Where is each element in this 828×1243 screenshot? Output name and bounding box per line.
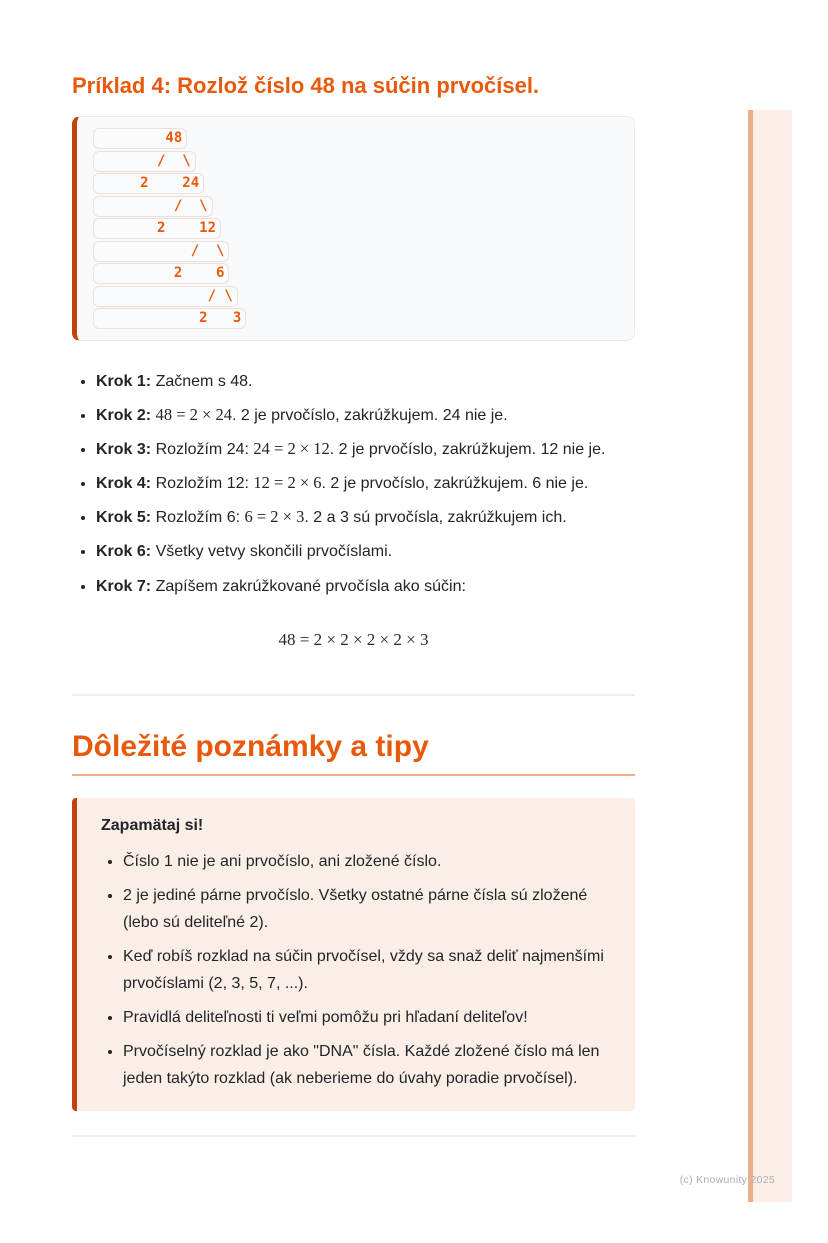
tree-row	[93, 285, 618, 308]
step-item	[96, 439, 635, 459]
step-item	[96, 576, 635, 596]
step-math: 24 = 2 × 12	[253, 438, 330, 458]
steps-list	[72, 371, 635, 596]
callout-title: Zapamätaj si!	[101, 816, 204, 834]
example-title: Príklad 4: Rozlož číslo 48 na súčin prvočísel.	[72, 73, 540, 98]
tip-item: • Prvočíselný rozklad je ako "DNA" čísla. Každé zložené číslo má len jeden takýto rozklad (ak neberieme do úvahy poradie prvočísel).	[123, 1038, 611, 1092]
tree-row	[93, 262, 618, 285]
tree-line: 2 24	[93, 173, 204, 194]
tree-line: / \	[93, 151, 196, 172]
step-text: Rozložím 12:	[151, 475, 254, 493]
tip-item: • Keď robíš rozklad na súčin prvočísel, vždy sa snaž deliť najmenšími prvočíslami (2, 3, 5, 7, ...).	[123, 943, 611, 997]
step-math: 6 = 2 × 3	[244, 507, 305, 527]
step-label: Krok 5:	[96, 509, 152, 527]
step-item	[96, 473, 635, 493]
tree-row	[93, 195, 618, 218]
remember-callout	[72, 798, 635, 1111]
step-math: 48 = 2 × 24	[155, 404, 232, 424]
tip-item: • Pravidlá deliteľnosti ti veľmi pomôžu pri hľadaní deliteľov!	[123, 1004, 611, 1031]
step-item	[96, 405, 635, 425]
step-label: Krok 6:	[96, 543, 152, 561]
tree-row	[93, 240, 618, 263]
step-item	[96, 541, 635, 561]
tree-line: 2 3	[93, 308, 246, 329]
tree-row	[93, 172, 618, 195]
step-text: . 2 a 3 sú prvočísla, zakrúžkujem ich.	[304, 509, 567, 527]
tree-line: / \	[93, 286, 238, 307]
tree-row	[93, 127, 618, 150]
step-text: Rozložím 6:	[151, 509, 245, 527]
step-text: Zapíšem zakrúžkované prvočísla ako súčin:	[151, 577, 466, 595]
tree-line: / \	[93, 241, 229, 262]
result-formula: 48 = 2 × 2 × 2 × 2 × 3	[278, 629, 429, 649]
step-item	[96, 507, 635, 527]
step-text: Začnem s 48.	[151, 372, 253, 390]
step-text: Rozložím 24:	[151, 440, 254, 458]
step-text: . 2 je prvočíslo, zakrúžkujem. 24 nie je.	[231, 406, 508, 424]
step-label: Krok 1:	[96, 372, 152, 390]
step-text: Všetky vetvy skončili prvočíslami.	[151, 543, 393, 561]
step-label: Krok 2:	[96, 406, 152, 424]
copyright-text: (c) Knowunity 2025	[679, 1174, 775, 1186]
tree-line: 2 12	[93, 218, 221, 239]
step-text: . 2 je prvočíslo, zakrúžkujem. 12 nie je.	[329, 440, 606, 458]
tree-row	[93, 150, 618, 173]
factor-tree-block	[72, 116, 635, 341]
step-label: Krok 3:	[96, 440, 152, 458]
tips-list	[101, 848, 611, 1092]
page-edge-strip	[748, 110, 792, 1202]
notes-section-title: Dôležité poznámky a tipy	[72, 728, 635, 776]
step-item	[96, 371, 635, 391]
tree-row	[93, 307, 618, 330]
step-text: . 2 je prvočíslo, zakrúžkujem. 6 nie je.	[321, 475, 589, 493]
page-content	[72, 72, 635, 1137]
tree-line: 48	[93, 128, 187, 149]
step-math: 12 = 2 × 6	[253, 473, 322, 493]
step-label: Krok 7:	[96, 577, 152, 595]
bottom-divider	[72, 1135, 635, 1137]
step-label: Krok 4:	[96, 475, 152, 493]
section-divider	[72, 694, 635, 696]
tree-line: 2 6	[93, 263, 229, 284]
tip-item: • Číslo 1 nie je ani prvočíslo, ani zložené číslo.	[123, 848, 611, 875]
tree-line: / \	[93, 196, 213, 217]
tree-row	[93, 217, 618, 240]
tip-item: • 2 je jediné párne prvočíslo. Všetky ostatné párne čísla sú zložené (lebo sú deliteľné 2).	[123, 882, 611, 936]
